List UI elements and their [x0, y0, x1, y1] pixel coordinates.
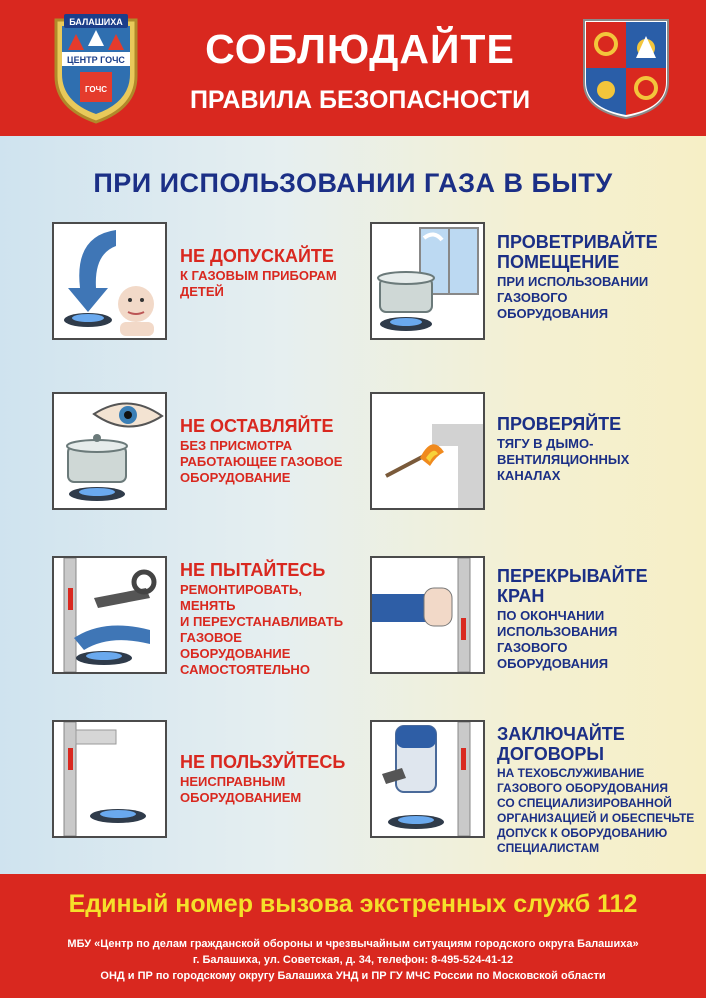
hand-valve-icon: [372, 558, 483, 672]
rule-body: ПРИ ИСПОЛЬЗОВАНИИ ГАЗОВОГО ОБОРУДОВАНИЯ: [497, 274, 649, 321]
window-pot-icon: [372, 224, 483, 338]
burner-pipe-icon: [54, 722, 165, 836]
rule-body: РЕМОНТИРОВАТЬ, МЕНЯТЬ И ПЕРЕУСТАНАВЛИВАТЬ ГАЗОВОЕ ОБОРУДОВАНИЕ САМОСТОЯТЕЛЬНО: [180, 582, 344, 677]
close-valve-image: [370, 556, 485, 674]
rule-body: НА ТЕХОБСЛУЖИВАНИЕ ГАЗОВОГО ОБОРУДОВАНИЯ СО СПЕЦИАЛИЗИРОВАННОЙ ОРГАНИЗАЦИЕЙ И ОБЕСПЕЧЬТЕ ДОПУСК К ОБОРУДОВАНИЮ СПЕЦИАЛИСТАМ: [497, 766, 695, 855]
no-repair-warning-image: [52, 556, 167, 674]
rule-body: НЕИСПРАВНЫМ ОБОРУДОВАНИЕМ: [180, 774, 302, 805]
rule-heading: ПРОВЕРЯЙТЕ: [497, 414, 622, 434]
eye-pot-icon: [54, 394, 165, 508]
arrow-burner-icon: [54, 224, 165, 338]
children-warning-image: [52, 222, 167, 340]
rule-ventilate: [497, 232, 697, 322]
svg-text:ЦЕНТР ГОЧС: ЦЕНТР ГОЧС: [67, 55, 125, 65]
rule-heading: НЕ ПОЛЬЗУЙТЕСЬ: [180, 752, 346, 772]
ventilate-image: [370, 222, 485, 340]
rule-body: БЕЗ ПРИСМОТРА РАБОТАЮЩЕЕ ГАЗОВОЕ ОБОРУДОВАНИЕ: [180, 438, 343, 485]
rule-heading: ЗАКЛЮЧАЙТЕ ДОГОВОРЫ: [497, 724, 625, 764]
org-name: МБУ «Центр по делам гражданской обороны и чрезвычайным ситуациям городского округа Балашиха»: [67, 938, 639, 950]
poster-title: СОБЛЮДАЙТЕ: [205, 26, 515, 72]
faulty-equipment-warning-image: [52, 720, 167, 838]
service-contract-image: [370, 720, 485, 838]
rule-heading: ПЕРЕКРЫВАЙТЕ КРАН: [497, 566, 648, 606]
org-address: г. Балашиха, ул. Советская, д. 34, телефон: 8-495-524-41-12: [192, 954, 514, 966]
rule-body: ПО ОКОНЧАНИИ ИСПОЛЬЗОВАНИЯ ГАЗОВОГО ОБОРУДОВАНИЯ: [497, 608, 618, 671]
check-draft-image: [370, 392, 485, 510]
rule-body: ТЯГУ В ДЫМО- ВЕНТИЛЯЦИОННЫХ КАНАЛАХ: [497, 436, 630, 483]
rule-service-contract: [497, 724, 702, 856]
main-heading: ПРИ ИСПОЛЬЗОВАНИИ ГАЗА В БЫТУ: [93, 168, 613, 198]
gochs-emblem-icon: [46, 12, 146, 126]
header-banner: [0, 0, 706, 136]
match-flame-icon: [372, 394, 483, 508]
rule-heading: ПРОВЕТРИВАЙТЕ ПОМЕЩЕНИЕ: [497, 232, 658, 272]
rule-no-repair: [180, 560, 360, 678]
rule-close-valve: [497, 566, 697, 672]
rule-no-unattended: [180, 416, 360, 486]
unattended-warning-image: [52, 392, 167, 510]
rule-heading: НЕ ОСТАВЛЯЙТЕ: [180, 416, 334, 436]
rule-no-faulty: [180, 752, 360, 806]
boiler-wrench-icon: [372, 722, 483, 836]
rule-body: К ГАЗОВЫМ ПРИБОРАМ ДЕТЕЙ: [180, 268, 337, 299]
rule-heading: НЕ ПЫТАЙТЕСЬ: [180, 560, 326, 580]
poster-subtitle: ПРАВИЛА БЕЗОПАСНОСТИ: [189, 86, 531, 114]
rule-heading: НЕ ДОПУСКАЙТЕ: [180, 246, 334, 266]
svg-text:БАЛАШИХА: БАЛАШИХА: [69, 17, 123, 27]
svg-text:ГОЧС: ГОЧС: [84, 85, 108, 94]
rule-check-draft: [497, 414, 697, 484]
coat-of-arms-icon: [580, 16, 672, 120]
org-supervisor: ОНД и ПР по городскому округу Балашиха УНД и ПР ГУ МЧС России по Московской области: [100, 970, 606, 982]
wrench-pipe-icon: [54, 558, 165, 672]
emergency-number: Единый номер вызова экстренных служб 112: [68, 890, 638, 918]
rule-no-children: [180, 246, 360, 300]
